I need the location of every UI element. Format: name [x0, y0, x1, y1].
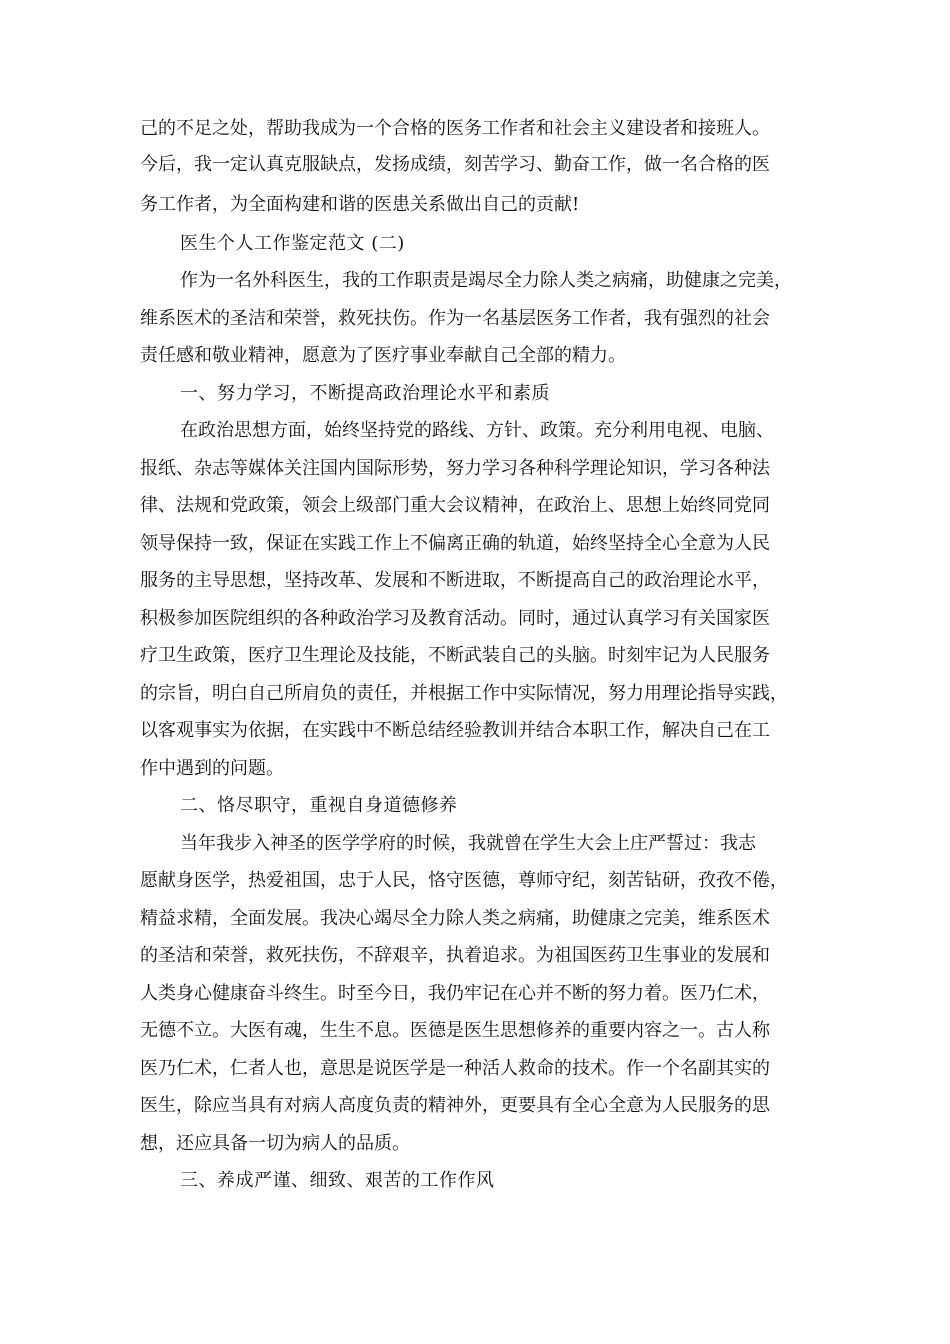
text-line: 务工作者，为全面构建和谐的医患关系做出自己的贡献!	[140, 194, 580, 215]
text-line: 领导保持一致，保证在实践工作上不偏离正确的轨道，始终坚持全心全意为人民	[140, 533, 770, 554]
text-line: 责任感和敬业精神，愿意为了医疗事业奉献自己全部的精力。	[140, 345, 626, 366]
text-line: 报纸、杂志等媒体关注国内国际形势，努力学习各种科学理论知识，学习各种法	[140, 458, 770, 479]
section-title: 医生个人工作鉴定范文 (二)	[180, 233, 405, 254]
text-line: 想，还应具备一切为病人的品质。	[140, 1133, 410, 1154]
text-line: 愿献身医学，热爱祖国，忠于人民，恪守医德，尊师守纪，刻苦钻研，孜孜不倦，	[140, 870, 788, 891]
text-line: 疗卫生政策，医疗卫生理论及技能，不断武装自己的头脑。时刻牢记为人民服务	[140, 645, 770, 666]
text-line: 今后，我一定认真克服缺点，发扬成绩，刻苦学习、勤奋工作，做一名合格的医	[140, 154, 770, 175]
subsection-heading: 二、恪尽职守，重视自身道德修养	[180, 795, 458, 816]
text-line: 服务的主导思想，坚持改革、发展和不断进取，不断提高自己的政治理论水平，	[140, 570, 770, 591]
text-line: 医乃仁术，仁者人也，意思是说医学是一种活人救命的技术。作一个名副其实的	[140, 1058, 770, 1079]
text-line: 无德不立。大医有魂，生生不息。医德是医生思想修养的重要内容之一。古人称	[140, 1020, 770, 1041]
text-line: 己的不足之处，帮助我成为一个合格的医务工作者和社会主义建设者和接班人。	[140, 118, 770, 139]
text-line: 人类身心健康奋斗终生。时至今日，我仍牢记在心并不断的努力着。医乃仁术，	[140, 983, 770, 1004]
text-line: 当年我步入神圣的医学学府的时候，我就曾在学生大会上庄严誓过：我志	[180, 833, 756, 854]
text-line: 以客观事实为依据，在实践中不断总结经验教训并结合本职工作，解决自己在工	[140, 720, 770, 741]
text-line: 医生，除应当具有对病人高度负责的精神外，更要具有全心全意为人民服务的思	[140, 1095, 770, 1116]
text-line: 作为一名外科医生，我的工作职责是竭尽全力除人类之病痛，助健康之完美，	[180, 270, 792, 291]
text-line: 积极参加医院组织的各种政治学习及教育活动。同时，通过认真学习有关国家医	[140, 608, 770, 629]
text-line: 的宗旨，明白自己所肩负的责任，并根据工作中实际情况，努力用理论指导实践，	[140, 683, 788, 704]
text-line: 的圣洁和荣誉，救死扶伤，不辞艰辛，执着追求。为祖国医药卫生事业的发展和	[140, 945, 770, 966]
text-line: 律、法规和党政策，领会上级部门重大会议精神，在政治上、思想上始终同党同	[140, 495, 770, 516]
text-line: 作中遇到的问题。	[140, 758, 284, 779]
text-line: 精益求精，全面发展。我决心竭尽全力除人类之病痛，助健康之完美，维系医术	[140, 908, 770, 929]
subsection-heading: 一、努力学习，不断提高政治理论水平和素质	[180, 383, 550, 404]
text-line: 维系医术的圣洁和荣誉，救死扶伤。作为一名基层医务工作者，我有强烈的社会	[140, 308, 770, 329]
text-line: 在政治思想方面，始终坚持党的路线、方针、政策。充分利用电视、电脑、	[180, 420, 774, 441]
subsection-heading: 三、养成严谨、细致、艰苦的工作作风	[180, 1170, 495, 1191]
